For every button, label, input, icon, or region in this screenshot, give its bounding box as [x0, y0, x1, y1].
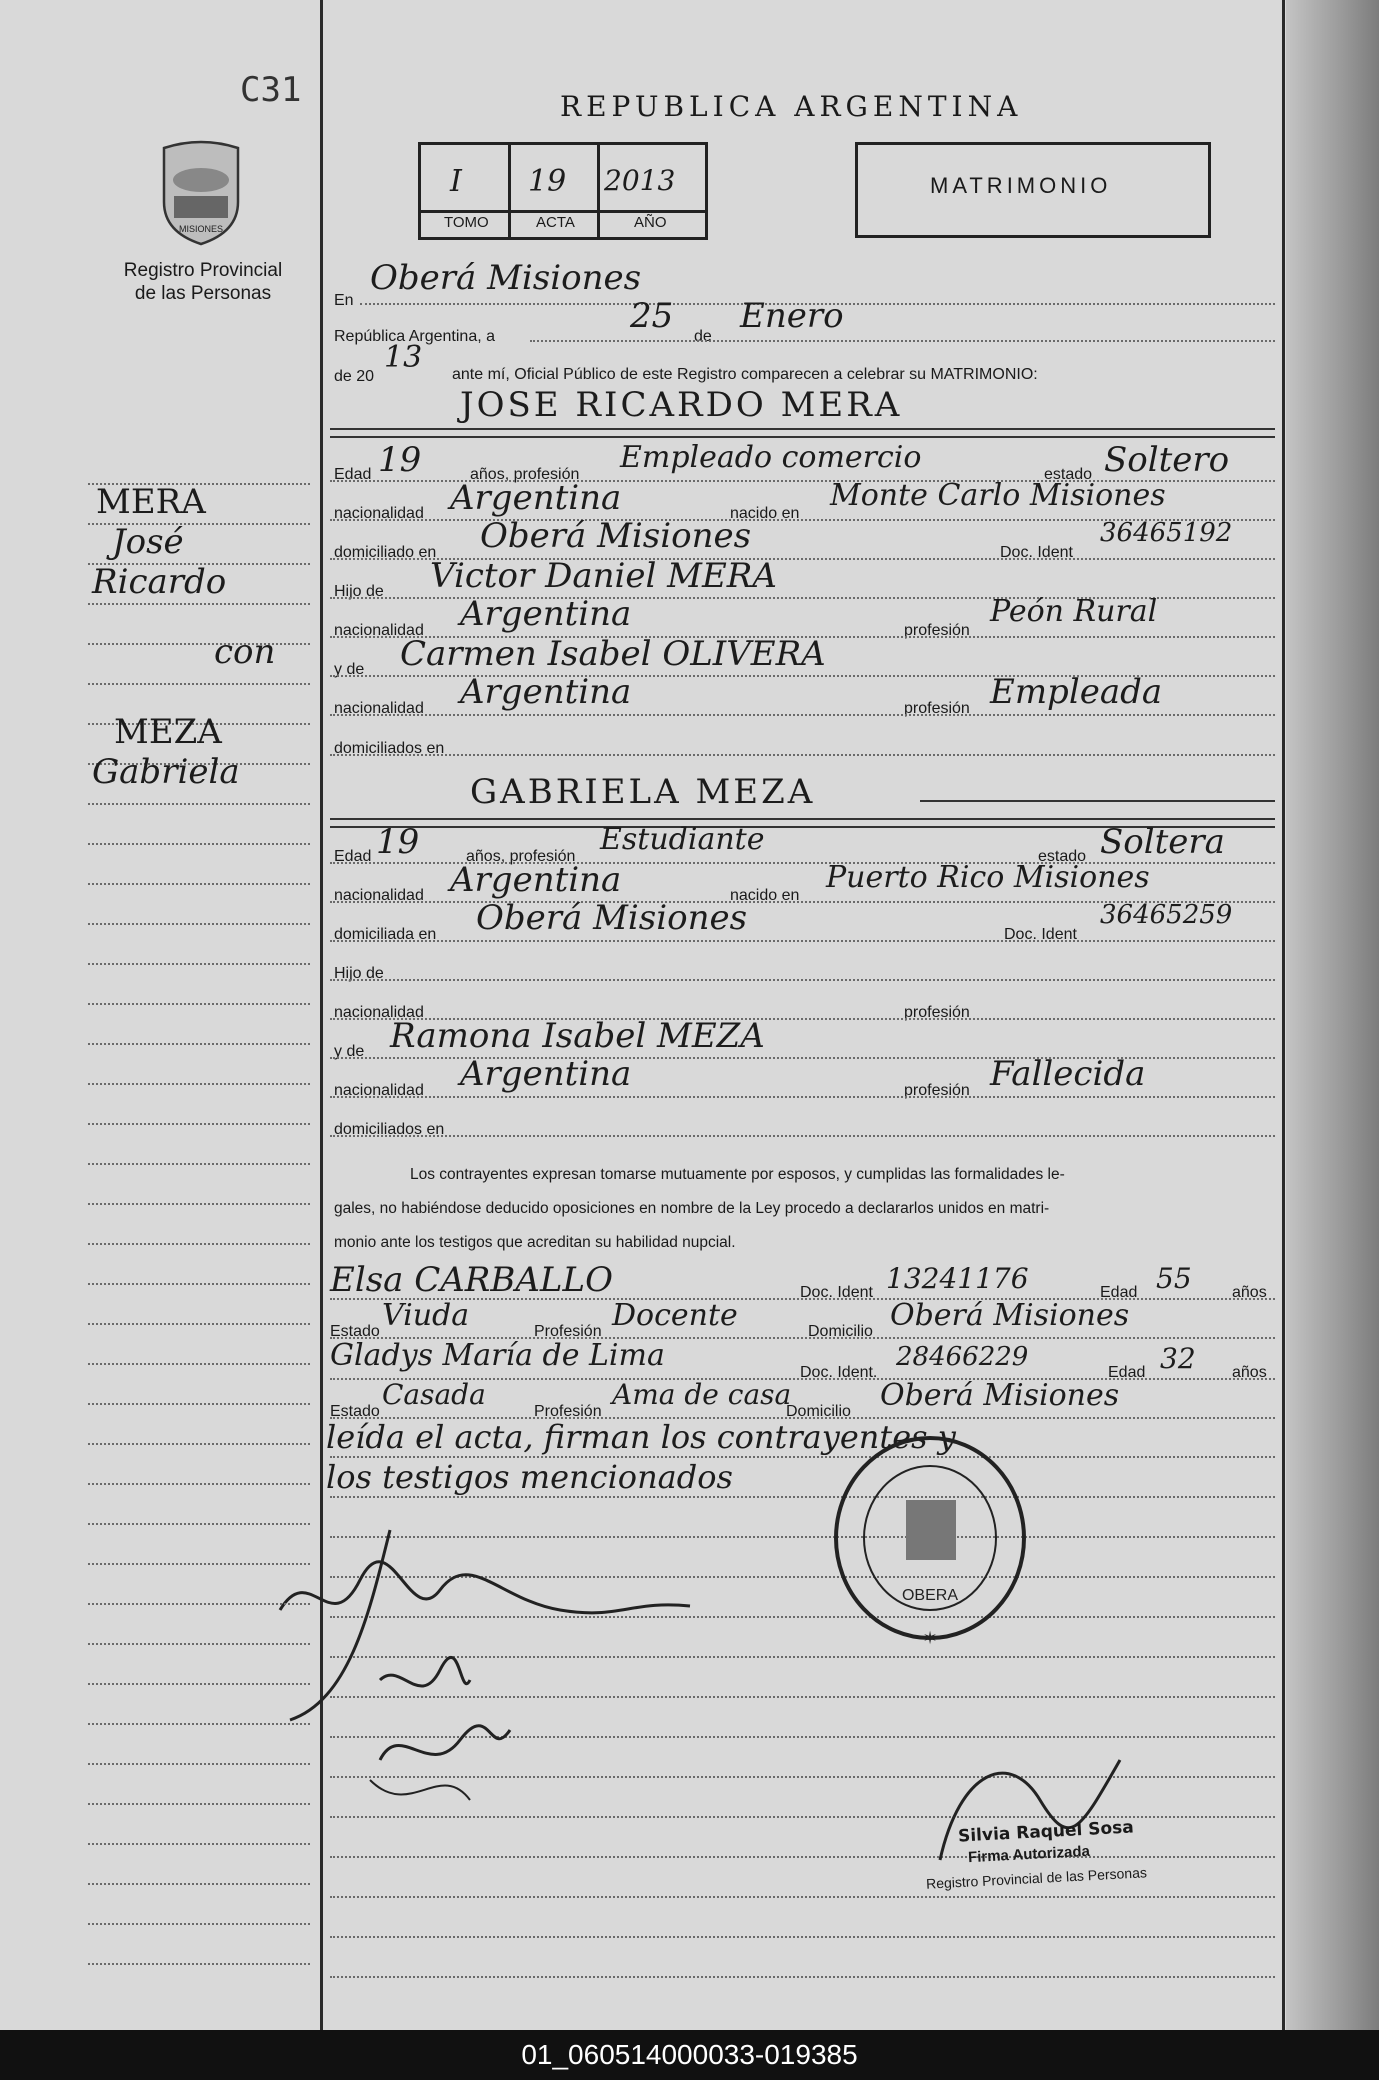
- groom-name: JOSE RICARDO MERA: [460, 385, 903, 425]
- declaration-line2: gales, no habiéndose deducido oposiciones en nombre de la Ley procedo a declararlos unidos en matri-: [334, 1200, 1050, 1217]
- witness1-dom-label: Domicilio: [808, 1323, 873, 1340]
- row-line: [330, 754, 1275, 756]
- groom-dom-label: domiciliado en: [334, 544, 437, 561]
- anio-label: AÑO: [634, 214, 667, 231]
- margin-line: [88, 1683, 310, 1685]
- tomo-value: I: [450, 164, 462, 199]
- day-value: 25: [630, 296, 674, 336]
- row-line: [330, 1096, 1275, 1098]
- witness1-prof-label: Profesión: [534, 1323, 602, 1340]
- margin-line: [88, 1283, 310, 1285]
- bride-estado-label: estado: [1038, 848, 1087, 865]
- groom-madre-nac: Argentina: [460, 672, 632, 712]
- bride-madre: Ramona Isabel MEZA: [390, 1016, 765, 1056]
- bride-profesion-label: años, profesión: [466, 848, 576, 865]
- month-value: Enero: [740, 296, 844, 336]
- groom-nacido: Monte Carlo Misiones: [830, 478, 1166, 513]
- groom-hijo-label: Hijo de: [334, 583, 384, 600]
- bride-domicilio: Oberá Misiones: [476, 898, 748, 938]
- groom-madre-prof: Empleada: [990, 672, 1163, 712]
- witness2-estado: Casada: [382, 1378, 486, 1411]
- bride-estado: Soltera: [1100, 822, 1225, 862]
- bride-madre-prof: Fallecida: [990, 1054, 1146, 1094]
- country-title: REPUBLICA ARGENTINA: [560, 90, 1023, 123]
- margin-line: [88, 1643, 310, 1645]
- official-title: Firma Autorizada: [967, 1842, 1091, 1867]
- seal-city: OBERA: [901, 1587, 959, 1604]
- witness1-doc: 13241176: [886, 1262, 1029, 1295]
- margin-line: [88, 1803, 310, 1805]
- margin-note-line3: Ricardo: [92, 562, 227, 602]
- margin-line: [88, 643, 310, 645]
- margin-line: [88, 1163, 310, 1165]
- row-line: [330, 1936, 1275, 1938]
- margin-note-line4: con: [214, 632, 276, 672]
- bride-madre-nac-label: nacionalidad: [334, 1082, 424, 1099]
- bride-edad-label: Edad: [334, 848, 372, 865]
- groom-profesion: Empleado comercio: [620, 440, 922, 475]
- republica-label: República Argentina, a: [334, 328, 495, 345]
- row-line: [330, 1496, 1275, 1498]
- groom-doc: 36465192: [1100, 518, 1233, 548]
- row-line: [330, 940, 1275, 942]
- groom-nacido-label: nacido en: [730, 505, 800, 522]
- row-line: [330, 979, 1275, 981]
- groom-estado: Soltero: [1104, 440, 1230, 480]
- margin-line: [88, 883, 310, 885]
- groom-doc-label: Doc. Ident: [1000, 544, 1073, 561]
- margin-line: [88, 1923, 310, 1925]
- official-name: Silvia Raquel Sosa: [957, 1817, 1135, 1847]
- groom-edad-label: Edad: [334, 466, 372, 483]
- acta-value: 19: [528, 164, 567, 199]
- ante-text: ante mí, Oficial Público de este Registro comparecen a celebrar su MATRIMONIO:: [452, 366, 1038, 383]
- groom-estado-label: estado: [1044, 466, 1093, 483]
- margin-line: [88, 1403, 310, 1405]
- witness1-edad: 55: [1156, 1262, 1192, 1295]
- act-type: MATRIMONIO: [930, 173, 1112, 198]
- tomo-label: TOMO: [444, 214, 489, 231]
- margin-line: [88, 1603, 310, 1605]
- witness1-doc-label: Doc. Ident: [800, 1284, 873, 1301]
- witness2-dom-label: Domicilio: [786, 1403, 851, 1420]
- bride-nac-label: nacionalidad: [334, 887, 424, 904]
- groom-edad: 19: [378, 440, 422, 480]
- groom-nac-label: nacionalidad: [334, 505, 424, 522]
- groom-madre: Carmen Isabel OLIVERA: [400, 634, 826, 674]
- bride-nacionalidad: Argentina: [450, 860, 622, 900]
- bride-profesion: Estudiante: [600, 822, 765, 857]
- bride-edad: 19: [376, 822, 420, 862]
- margin-line: [88, 1123, 310, 1125]
- groom-nacionalidad: Argentina: [450, 478, 622, 518]
- svg-text:✶: ✶: [922, 1628, 938, 1648]
- margin-line: [88, 1043, 310, 1045]
- margin-line: [88, 1443, 310, 1445]
- groom-domicilio: Oberá Misiones: [480, 516, 752, 556]
- witness1-prof: Docente: [612, 1298, 738, 1333]
- bride-doc: 36465259: [1100, 900, 1233, 930]
- witness2-anos-label: años: [1232, 1364, 1267, 1381]
- date-line: [530, 340, 1275, 342]
- margin-line: [88, 1083, 310, 1085]
- closing-line2: los testigos mencionados: [326, 1458, 733, 1496]
- page-number: C31: [240, 70, 302, 110]
- row-line: [330, 714, 1275, 716]
- bride-madre-prof-label: profesión: [904, 1082, 970, 1099]
- registry-seal: [830, 1430, 1030, 1650]
- margin-line: [88, 1723, 310, 1725]
- footer-id: 01_060514000033-019385: [0, 2030, 1379, 2080]
- groom-padre-nac: Argentina: [460, 594, 632, 634]
- bride-nacido: Puerto Rico Misiones: [826, 860, 1150, 895]
- margin-line: [88, 683, 310, 685]
- margin-line: [88, 963, 310, 965]
- bride-nacido-label: nacido en: [730, 887, 800, 904]
- en-label: En: [334, 292, 354, 309]
- witness2-doc-label: Doc. Ident.: [800, 1364, 878, 1381]
- registry-line1: Registro Provincial: [123, 260, 283, 281]
- witness1-name: Elsa CARBALLO: [330, 1260, 613, 1300]
- acta-label: ACTA: [536, 214, 575, 231]
- margin-line: [88, 1243, 310, 1245]
- official-office: Registro Provincial de las Personas: [925, 1864, 1148, 1892]
- bride-dom-label: domiciliada en: [334, 926, 437, 943]
- declaration-line3: monio ante los testigos que acreditan su habilidad nupcial.: [334, 1234, 736, 1251]
- row-line: [330, 1976, 1275, 1978]
- margin-note-line6: Gabriela: [92, 752, 240, 792]
- groom-profesion-label: años, profesión: [470, 466, 580, 483]
- groom-madre-prof-label: profesión: [904, 700, 970, 717]
- groom-yde-label: y de: [334, 661, 365, 678]
- witness2-dom: Oberá Misiones: [880, 1378, 1120, 1413]
- witness2-doc: 28466229: [896, 1342, 1029, 1372]
- margin-line: [88, 1523, 310, 1525]
- margin-line: [88, 1843, 310, 1845]
- margin-line: [88, 1763, 310, 1765]
- margin-line: [88, 1563, 310, 1565]
- witness2-name: Gladys María de Lima: [330, 1338, 665, 1373]
- coat-of-arms-logo: [158, 140, 244, 246]
- year-prefix: de 20: [334, 368, 375, 385]
- margin-note-line5: MEZA: [114, 712, 222, 752]
- bride-hijo-label: Hijo de: [334, 965, 384, 982]
- margin-line: [88, 1883, 310, 1885]
- place-value: Oberá Misiones: [370, 258, 642, 298]
- groom-madre-nac-label: nacionalidad: [334, 700, 424, 717]
- signatures: [270, 1520, 770, 1840]
- margin-line: [88, 1483, 310, 1485]
- groom-domiciliados-label: domiciliados en: [334, 740, 445, 757]
- witness2-prof: Ama de casa: [612, 1378, 792, 1411]
- margin-line: [88, 1363, 310, 1365]
- margin-line: [88, 1323, 310, 1325]
- closing-line1: leída el acta, firman los contrayentes y: [326, 1418, 956, 1456]
- row-line: [330, 1896, 1275, 1898]
- margin-note-line2: José: [112, 522, 184, 562]
- margin-line: [88, 803, 310, 805]
- bride-doc-label: Doc. Ident: [1004, 926, 1077, 943]
- bride-madre-nac: Argentina: [460, 1054, 632, 1094]
- groom-padre-prof: Peón Rural: [990, 594, 1158, 629]
- registry-line2: de las Personas: [134, 283, 272, 304]
- witness2-edad-label: Edad: [1108, 1364, 1146, 1381]
- bride-padre-prof-label: profesión: [904, 1004, 970, 1021]
- row-line: [330, 1135, 1275, 1137]
- witness2-edad: 32: [1160, 1342, 1196, 1375]
- margin-line: [88, 1203, 310, 1205]
- bride-name: GABRIELA MEZA: [470, 772, 816, 812]
- book-spine: [1286, 0, 1379, 2030]
- right-border: [1282, 0, 1285, 2030]
- bride-domiciliados-label: domiciliados en: [334, 1121, 445, 1138]
- year-suffix: 13: [384, 340, 423, 375]
- witness1-anos-label: años: [1232, 1284, 1267, 1301]
- margin-line: [88, 923, 310, 925]
- witness1-estado-label: Estado: [330, 1323, 380, 1340]
- groom-padre: Victor Daniel MERA: [430, 556, 777, 596]
- margin-note-line1: MERA: [96, 482, 206, 522]
- de-label: de: [694, 328, 712, 345]
- bride-padre-nac-label: nacionalidad: [334, 1004, 424, 1021]
- groom-padre-nac-label: nacionalidad: [334, 622, 424, 639]
- margin-line: [88, 843, 310, 845]
- bride-yde-label: y de: [334, 1043, 365, 1060]
- witness1-estado: Viuda: [382, 1298, 470, 1333]
- witness2-prof-label: Profesión: [534, 1403, 602, 1420]
- margin-line: [88, 1003, 310, 1005]
- margin-line: [88, 1963, 310, 1965]
- anio-value: 2013: [604, 164, 676, 197]
- svg-text:MISIONES: MISIONES: [178, 224, 224, 234]
- witness1-dom: Oberá Misiones: [890, 1298, 1130, 1333]
- witness2-estado-label: Estado: [330, 1403, 380, 1420]
- row-line: [330, 1298, 1275, 1300]
- groom-padre-prof-label: profesión: [904, 622, 970, 639]
- margin-line: [88, 603, 310, 605]
- witness1-edad-label: Edad: [1100, 1284, 1138, 1301]
- declaration-line1: Los contrayentes expresan tomarse mutuamente por esposos, y cumplidas las formalidades le-: [410, 1166, 1065, 1183]
